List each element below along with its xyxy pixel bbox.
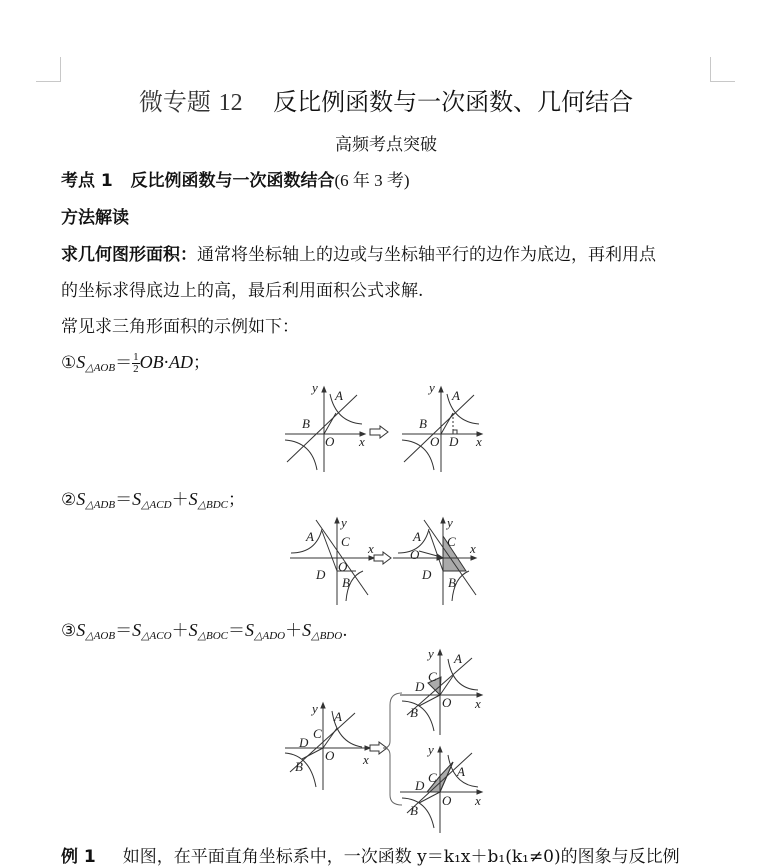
svg-text:O: O	[325, 748, 335, 763]
formula-1: $①S_{\triangle AOB}=$ $\frac{1}{2}$ OB·AD；	[61, 351, 210, 375]
svg-text:A: A	[306, 529, 314, 544]
svg-text:D: D	[422, 567, 432, 582]
svg-text:B: B	[295, 759, 303, 774]
svg-text:D: D	[415, 679, 425, 694]
svg-text:A: A	[457, 764, 465, 779]
svg-text:x: x	[470, 541, 476, 556]
figure-2	[288, 515, 488, 611]
method-text-1: 通常将坐标轴上的边或与坐标轴平行的边作为底边，再利用点	[197, 245, 656, 265]
svg-text:A: A	[413, 529, 421, 544]
example-text: 如图，在平面直角坐标系中，一次函数 y＝k₁x＋b₁(k₁≠0)的图象与反比例	[122, 847, 680, 867]
svg-text:y: y	[447, 515, 453, 530]
svg-text:D: D	[415, 778, 425, 793]
svg-text:B: B	[410, 803, 418, 818]
svg-text:y: y	[429, 382, 435, 395]
svg-text:y: y	[312, 382, 318, 395]
svg-text:x: x	[359, 434, 365, 449]
svg-text:B: B	[302, 416, 310, 431]
section-heading	[61, 166, 410, 191]
section-label: 考点 1	[61, 171, 113, 191]
svg-text:y: y	[312, 701, 318, 716]
figure-1	[282, 382, 492, 481]
figure-3	[282, 645, 492, 839]
svg-text:O: O	[338, 559, 348, 574]
svg-text:A: A	[335, 388, 343, 403]
formula-marker: ①	[61, 353, 77, 373]
svg-text:B: B	[448, 575, 456, 590]
svg-text:y: y	[341, 515, 347, 530]
svg-text:C: C	[428, 669, 437, 684]
svg-text:B: B	[342, 575, 350, 590]
svg-text:A: A	[452, 388, 460, 403]
formula-2: $②S_{\triangle ADB}=S_{\triangle ACD}+S_{\triangle BDC}$；	[61, 489, 246, 511]
page-corner-mark-left	[36, 57, 61, 82]
title-prefix: 微专题	[138, 88, 211, 116]
svg-text:D: D	[449, 434, 459, 449]
svg-text:x: x	[363, 752, 369, 767]
formula-marker: ②	[61, 490, 77, 510]
page-corner-mark-right	[710, 57, 735, 82]
svg-text:C: C	[313, 726, 322, 741]
page-title	[0, 82, 772, 117]
svg-text:y: y	[428, 646, 434, 661]
section-text: 反比例函数与一次函数结合	[130, 171, 335, 191]
formula-3: $③S_{\triangle AOB}=S_{\triangle ACO}+S_{\triangle BOC}=S_{\triangle ADO}+S_{\triangle BDO}$.	[61, 620, 348, 642]
svg-text:O: O	[442, 695, 452, 710]
method-heading: 方法解读	[61, 208, 129, 228]
svg-text:C: C	[447, 534, 456, 549]
example-1	[61, 842, 680, 867]
svg-text:x: x	[368, 541, 374, 556]
section-note: (6 年 3 考)	[334, 171, 410, 190]
title-number: 12	[218, 90, 243, 116]
subtitle: 高频考点突破	[335, 135, 437, 155]
examples-intro: 常见求三角形面积的示例如下：	[61, 317, 299, 337]
svg-text:C: C	[428, 770, 437, 785]
svg-text:x: x	[475, 793, 481, 808]
svg-text:O: O	[430, 434, 440, 449]
svg-text:A: A	[454, 651, 462, 666]
svg-text:O: O	[410, 547, 420, 562]
method-paragraph-line-2: 的坐标求得底边上的高，最后利用面积公式求解.	[61, 281, 424, 301]
example-label: 例 1	[61, 847, 96, 867]
svg-text:O: O	[442, 793, 452, 808]
svg-text:O: O	[325, 434, 335, 449]
svg-text:B: B	[410, 705, 418, 720]
svg-text:D: D	[299, 735, 309, 750]
svg-text:B: B	[419, 416, 427, 431]
svg-text:x: x	[476, 434, 482, 449]
svg-text:C: C	[341, 534, 350, 549]
svg-text:y: y	[428, 742, 434, 757]
svg-text:x: x	[475, 696, 481, 711]
title-main: 反比例函数与一次函数、几何结合	[273, 88, 634, 116]
method-term: 求几何图形面积：	[61, 245, 197, 265]
formula-marker: ③	[61, 621, 77, 641]
svg-text:D: D	[316, 567, 326, 582]
method-paragraph-line-1	[61, 240, 656, 265]
svg-text:A: A	[334, 709, 342, 724]
